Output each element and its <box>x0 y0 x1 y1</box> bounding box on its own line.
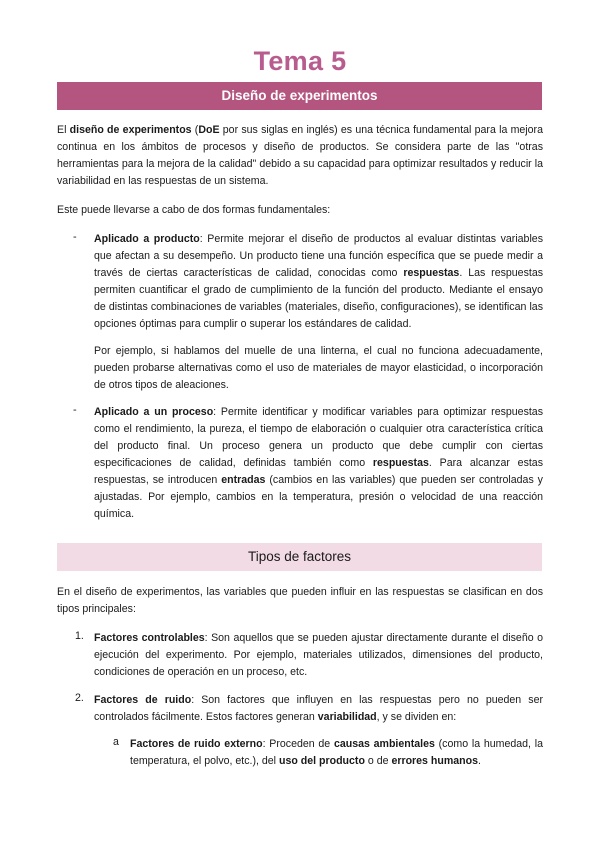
chapter-banner: Diseño de experimentos <box>57 82 542 110</box>
sublist-letter-a: a <box>113 736 119 748</box>
bullet-dash: - <box>73 404 77 416</box>
page-title: Tema 5 <box>253 46 347 76</box>
factors-intro-paragraph: En el diseño de experimentos, las variables que pueden influir en las respuestas se clasifican en dos tipos principales: <box>57 586 543 615</box>
list-number-2: 2. <box>75 692 84 704</box>
bullet-process: Aplicado a un proceso: Permite identificar y modificar variables para optimizar respuestas como el rendimiento, la pureza, el tiempo de elaboración o cualquier otra característica crítica del producto final. Un proceso genera un producto que debe cumplir con ciertas especificaciones de calidad, definidas también como respuestas. Para alcanzar estas respuestas, se introducen entradas (cambios en las variables) que pueden ser controladas y ajustadas. Por ejemplo, cambios en la temperatura, presión o velocidad de una reacción química. <box>94 406 543 520</box>
external-noise-item: Factores de ruido externo: Proceden de causas ambientales (como la humedad, la temperatura, el polvo, etc.), del uso del producto o de errores humanos. <box>130 738 543 767</box>
bullet-product: Aplicado a producto: Permite mejorar el diseño de productos al evaluar distintas variables que afectan a su desempeño. Un producto tiene una función específica que se puede medir a través de ciertas características de calidad, conocidas como respuestas. Las respuestas permiten cuantificar el grado de cumplimiento de la función del producto. Mediante el ensayo de distintas combinaciones de variables (materiales, diseño, configuraciones), se identifican las opciones óptimas para cumplir o superar los estándares de calidad. <box>94 233 544 330</box>
bullet-dash: - <box>73 231 77 243</box>
forms-intro-paragraph: Este puede llevarse a cabo de dos formas fundamentales: <box>57 204 331 216</box>
section-heading-factors: Tipos de factores <box>57 543 542 571</box>
bullet-product-example: Por ejemplo, si hablamos del muelle de una linterna, el cual no funciona adecuadamente, pueden probarse alternativas como el uso de materiales de mayor elasticidad, o incorporación de otros tipos de aleaciones. <box>94 345 543 391</box>
controllable-factors-item: Factores controlables: Son aquellos que se pueden ajustar directamente durante el diseño o ejecución del experimento. Por ejemplo, materiales utilizados, dimensiones del producto, condiciones de operación en un proceso, etc. <box>94 632 543 678</box>
intro-paragraph: El diseño de experimentos (DoE por sus siglas en inglés) es una técnica fundamental para la mejora continua en los ámbitos de procesos y diseño de productos. Se considera parte de las "otras herramientas para la mejora de la calidad" debido a su capacidad para optimizar resultados y reducir la variabilidad en las respuestas de un sistema. <box>57 124 543 187</box>
list-number-1: 1. <box>75 630 84 642</box>
noise-factors-item: Factores de ruido: Son factores que influyen en las respuestas pero no pueden ser controlados fácilmente. Estos factores generan variabilidad, y se dividen en: <box>94 694 544 723</box>
